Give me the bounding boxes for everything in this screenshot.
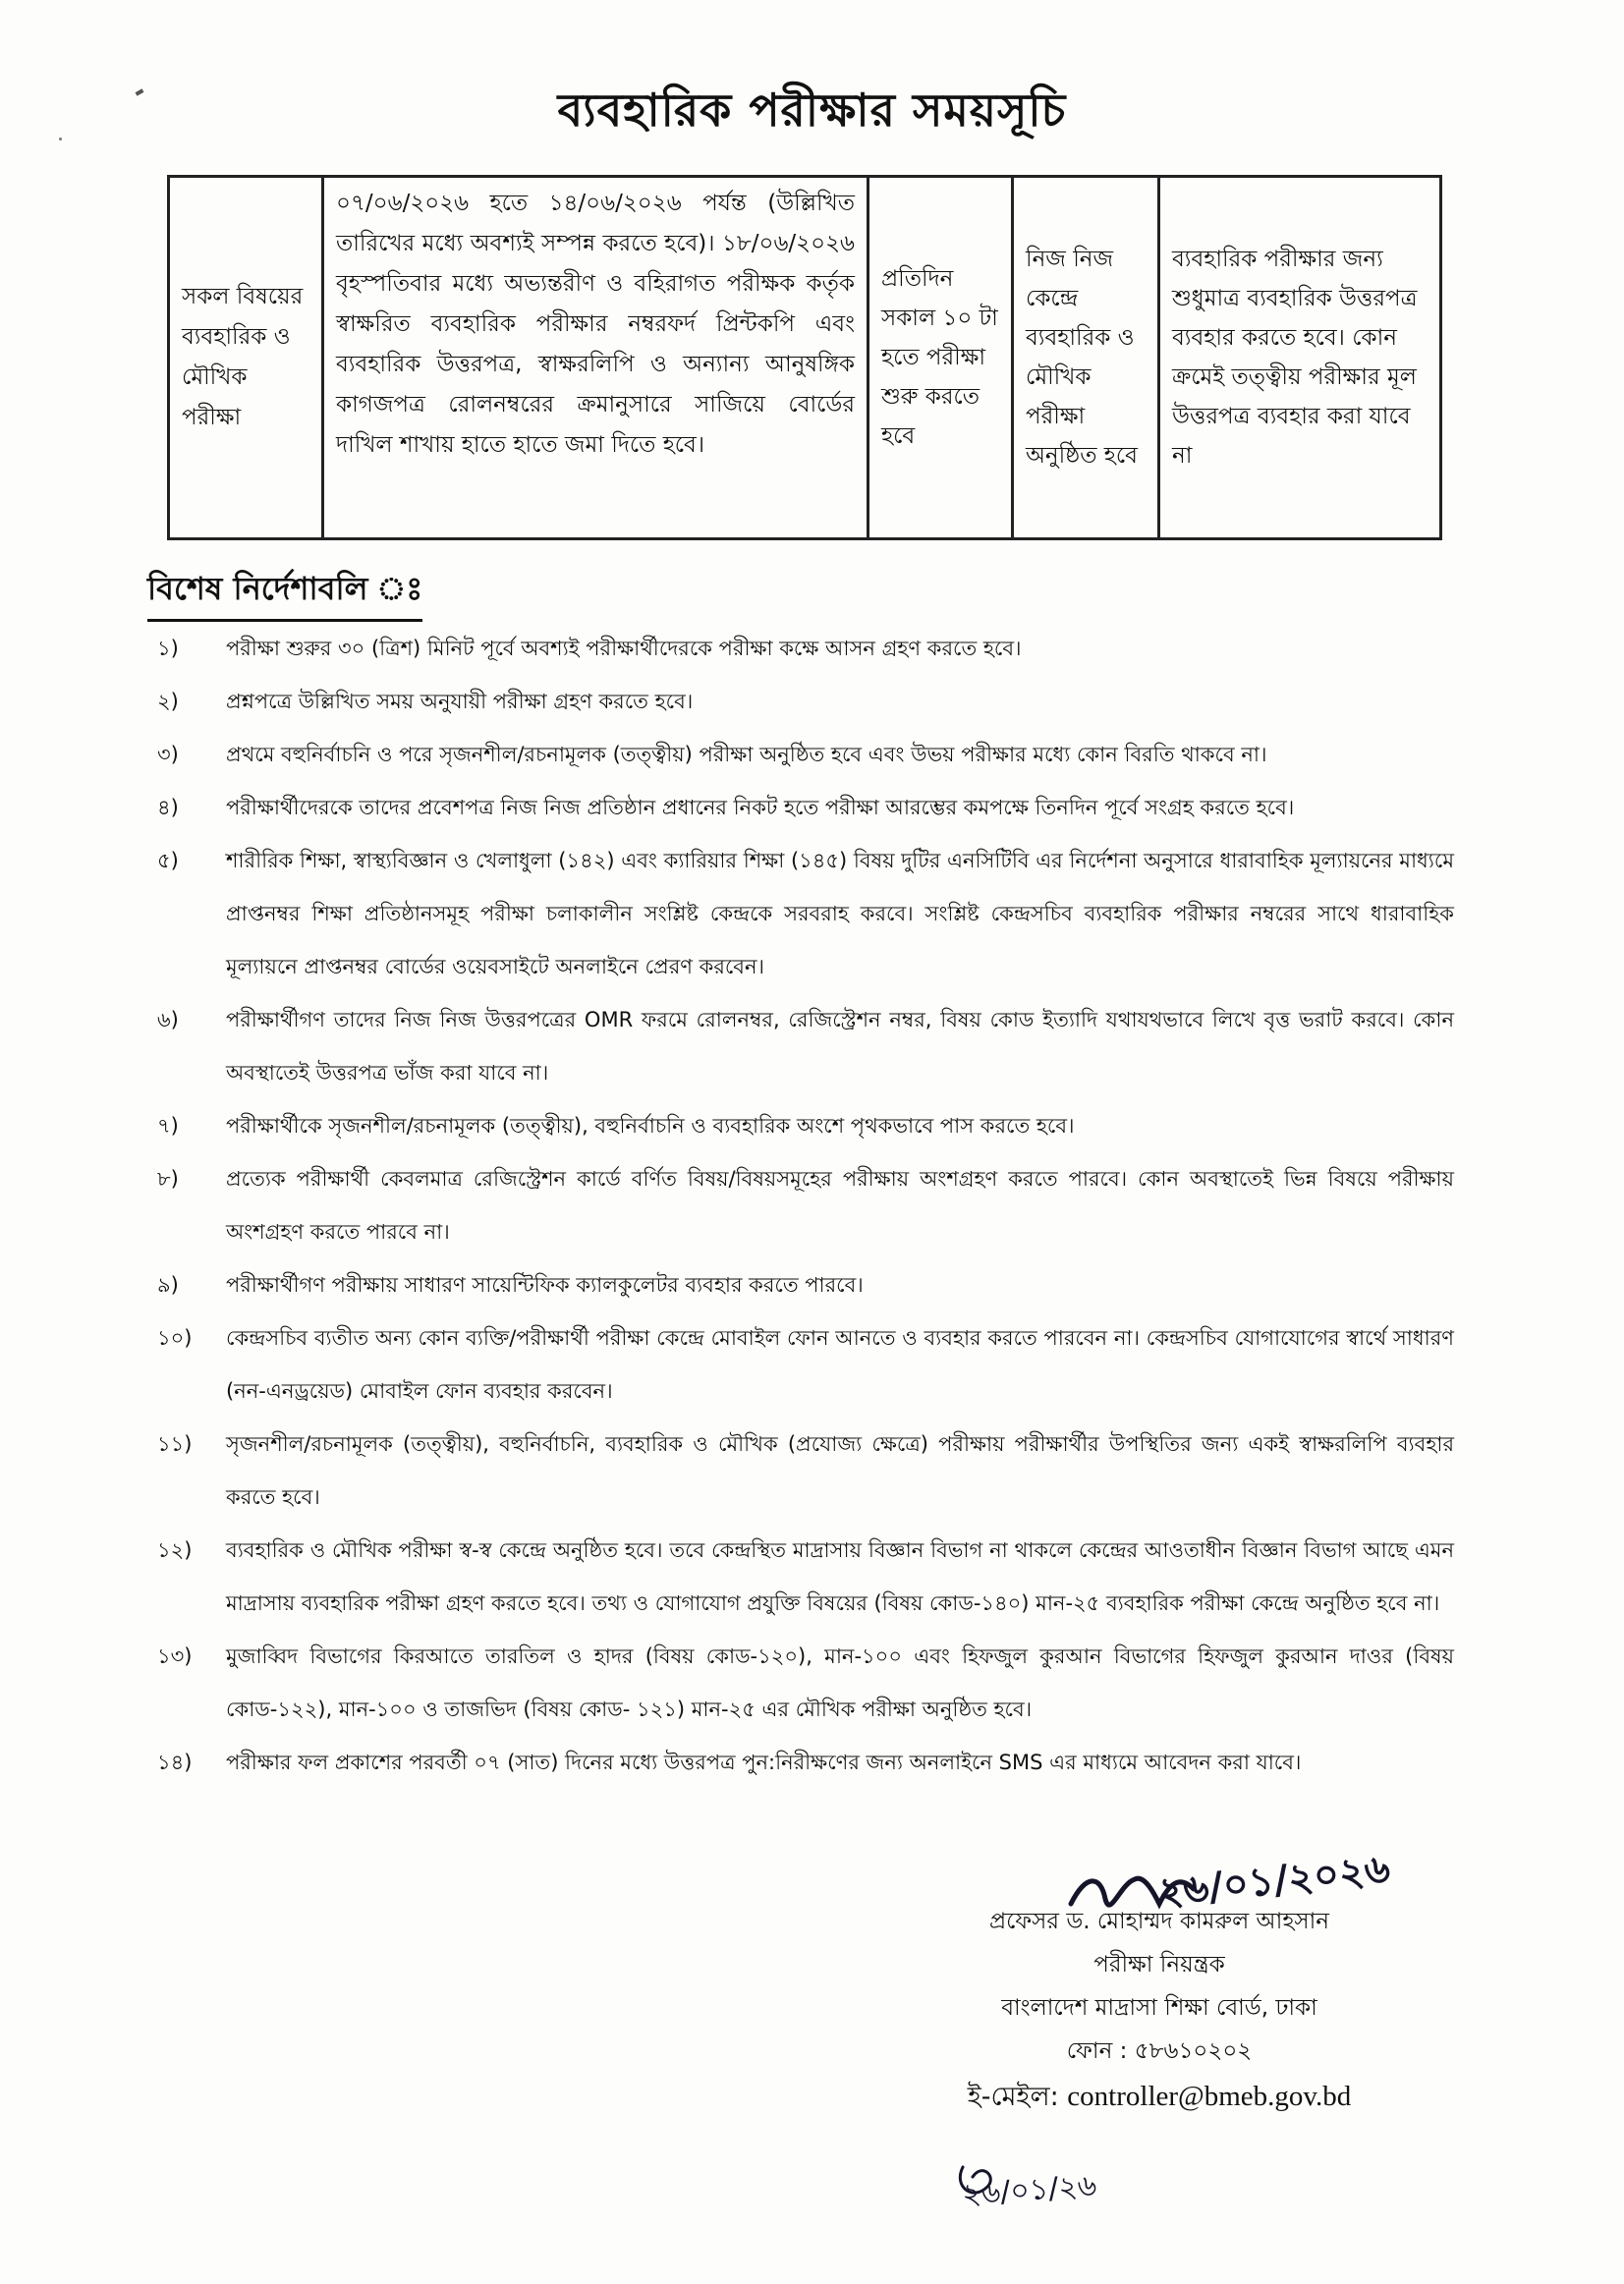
email-line (884, 2073, 1434, 2121)
phone-line (884, 2030, 1434, 2073)
instruction-number: ৮) (157, 1167, 179, 1191)
instruction-text: শারীরিক শিক্ষা, স্বাস্থ্যবিজ্ঞান ও খেলাধুলা (১৪২) এবং ক্যারিয়ার শিক্ষা (১৪৫) বিষয় দুটির এনসিটিবি এর নির্দেশনা অনুসারে ধারাবাহিক মূল্যায়নের মাধ্যমে প্রাপ্তনম্বর শিক্ষা প্রতিষ্ঠানসমূহ পরীক্ষা চলাকালীন সংশ্লিষ্ট কেন্দ্রকে সরবরাহ করবে। সংশ্লিষ্ট কেন্দ্রসচিব ব্যবহারিক পরীক্ষার নম্বরের সাথে ধারাবাহিক মূল্যায়নে প্রাপ্তনম্বর বোর্ডের ওয়েবসাইটে অনলাইনে প্রেরণ করবেন। (226, 849, 1454, 978)
instruction-item (157, 1311, 1454, 1418)
scan-mark (59, 138, 62, 140)
initial-signature (943, 2147, 1179, 2216)
instruction-text: পরীক্ষার্থীগণ পরীক্ষায় সাধারণ সায়েন্টিফিক ক্যালকুলেটর ব্যবহার করতে পারবে। (226, 1273, 864, 1297)
instruction-text: প্রত্যেক পরীক্ষার্থী কেবলমাত্র রেজিস্ট্রেশন কার্ডে বর্ণিত বিষয়/বিষয়সমূহের পরীক্ষায় অংশগ্রহণ করতে পারবে। কোন অবস্থাতেই ভিন্ন বিষয়ে পরীক্ষায় অংশগ্রহণ করতে পারবে না। (226, 1167, 1454, 1244)
instruction-number: ১) (157, 637, 179, 660)
schedule-time-cell: প্রতিদিন সকাল ১০ টা হতে পরীক্ষা শুরু করতে হবে (868, 177, 1013, 539)
instruction-item (157, 1418, 1454, 1524)
instructions-list (157, 622, 1454, 1789)
schedule-row (169, 177, 1441, 539)
instruction-number: ১০) (157, 1326, 193, 1350)
instruction-text: মুজাব্বিদ বিভাগের কিরআতে তারতিল ও হাদর (বিষয় কোড-১২০), মান-১০০ এবং হিফজুল কুরআন বিভাগের হিফজুল কুরআন দাওর (বিষয় কোড-১২২), মান-১০০ ও তাজভিদ (বিষয় কোড- ১২১) মান-২৫ এর মৌখিক পরীক্ষা অনুষ্ঠিত হবে। (226, 1644, 1454, 1721)
signature-date: ২৬/০১/২০২৬ (1155, 1846, 1392, 1916)
instruction-item (157, 1524, 1454, 1630)
instruction-text: প্রথমে বহুনির্বাচনি ও পরে সৃজনশীল/রচনামূলক (তত্ত্বীয়) পরীক্ষা অনুষ্ঠিত হবে এবং উভয় পরীক্ষার মধ্যে কোন বিরতি থাকবে না। (226, 743, 1267, 766)
instruction-number: ১৩) (157, 1644, 193, 1668)
instruction-text: কেন্দ্রসচিব ব্যতীত অন্য কোন ব্যক্তি/পরীক্ষার্থী পরীক্ষা কেন্দ্রে মোবাইল ফোন আনতে ও ব্যবহার করতে পারবেন না। কেন্দ্রসচিব যোগাযোগের স্বার্থে সাধারণ (নন-এনড্রয়েড) মোবাইল ফোন ব্যবহার করবেন। (226, 1326, 1454, 1403)
instruction-number: ২) (157, 690, 179, 713)
instruction-item (157, 1152, 1454, 1258)
instruction-item (157, 1630, 1454, 1736)
instruction-item (157, 675, 1454, 728)
schedule-dates-cell: ০৭/০৬/২০২৬ হতে ১৪/০৬/২০২৬ পর্যন্ত (উল্লিখিত তারিখের মধ্যে অবশ্যই সম্পন্ন করতে হবে)। ১৮/০৬/২০২৬ বৃহস্পতিবার মধ্যে অভ্যন্তরীণ ও বহিরাগত পরীক্ষক কর্তৃক স্বাক্ষরিত ব্যবহারিক পরীক্ষার নম্বরফর্দ প্রিন্টকপি এবং ব্যবহারিক উত্তরপত্র, স্বাক্ষরলিপি ও অন্যান্য আনুষঙ্গিক কাগজপত্র রোলনম্বরের ক্রমানুসারে সাজিয়ে বোর্ডের দাখিল শাখায় হাতে হাতে জমা দিতে হবে। (323, 177, 868, 539)
instruction-number: ৭) (157, 1114, 179, 1138)
instruction-item (157, 834, 1454, 993)
schedule-venue-cell: নিজ নিজ কেন্দ্রে ব্যবহারিক ও মৌখিক পরীক্ষা অনুষ্ঠিত হবে (1013, 177, 1159, 539)
instruction-item (157, 781, 1454, 834)
instruction-number: ৩) (157, 743, 179, 766)
schedule-table (167, 175, 1442, 540)
instruction-number: ১৪) (157, 1751, 193, 1774)
instruction-number: ৫) (157, 849, 179, 872)
instruction-item (157, 622, 1454, 675)
signature-block (884, 1857, 1434, 2121)
signatory-name: প্রফেসর ড. মোহাম্মদ কামরুল আহসান (988, 1909, 1330, 1934)
instruction-text: ব্যবহারিক ও মৌখিক পরীক্ষা স্ব-স্ব কেন্দ্রে অনুষ্ঠিত হবে। তবে কেন্দ্রস্থিত মাদ্রাসায় বিজ্ঞান বিভাগ না থাকলে কেন্দ্রের আওতাধীন বিজ্ঞান বিভাগ আছে এমন মাদ্রাসায় ব্যবহারিক পরীক্ষা গ্রহণ করতে হবে। তথ্য ও যোগাযোগ প্রযুক্তি বিষয়ের (বিষয় কোড-১৪০) মান-২৫ ব্যবহারিক পরীক্ষা কেন্দ্রে অনুষ্ঠিত হবে না। (226, 1538, 1454, 1615)
schedule-subject-cell: সকল বিষয়ের ব্যবহারিক ও মৌখিক পরীক্ষা (169, 177, 323, 539)
instruction-text: পরীক্ষার্থীগণ তাদের নিজ নিজ উত্তরপত্রের OMR ফরমে রোলনম্বর, রেজিস্ট্রেশন নম্বর, বিষয় কোড ইত্যাদি যথাযথভাবে লিখে বৃত্ত ভরাট করবে। কোন অবস্থাতেই উত্তরপত্র ভাঁজ করা যাবে না। (226, 1008, 1454, 1085)
instruction-text: সৃজনশীল/রচনামূলক (তত্ত্বীয়), বহুনির্বাচনি, ব্যবহারিক ও মৌখিক (প্রযোজ্য ক্ষেত্রে) পরীক্ষায় পরীক্ষার্থীর উপস্থিতির জন্য একই স্বাক্ষরলিপি ব্যবহার করতে হবে। (226, 1432, 1454, 1509)
phone-label: ফোন : (1066, 2038, 1128, 2064)
instruction-item (157, 1099, 1454, 1152)
instruction-number: ১২) (157, 1538, 193, 1562)
initial-date: ২৬/০১/২৬ (961, 2168, 1098, 2212)
instruction-text: পরীক্ষার্থীদেরকে তাদের প্রবেশপত্র নিজ নিজ প্রতিষ্ঠান প্রধানের নিকট হতে পরীক্ষা আরম্ভের কমপক্ষে তিনদিন পূর্বে সংগ্রহ করতে হবে। (226, 796, 1295, 819)
email-address: controller@bmeb.gov.bd (1067, 2081, 1352, 2112)
instruction-number: ৪) (157, 796, 179, 819)
instruction-item (157, 1736, 1454, 1789)
instructions-heading: বিশেষ নির্দেশাবলি ঃ (147, 564, 422, 622)
instruction-number: ১১) (157, 1432, 193, 1456)
schedule-note-cell: ব্যবহারিক পরীক্ষার জন্য শুধুমাত্র ব্যবহারিক উত্তরপত্র ব্যবহার করতে হবে। কোন ক্রমেই তত্ত্বীয় পরীক্ষার মূল উত্তরপত্র ব্যবহার করা যাবে না (1159, 177, 1441, 539)
instruction-text: প্রশ্নপত্রে উল্লিখিত সময় অনুযায়ী পরীক্ষা গ্রহণ করতে হবে। (226, 690, 694, 713)
instruction-text: পরীক্ষার্থীকে সৃজনশীল/রচনামূলক (তত্ত্বীয়), বহুনির্বাচনি ও ব্যবহারিক অংশে পৃথকভাবে পাস করতে হবে। (226, 1114, 1075, 1138)
signatory-organization: বাংলাদেশ মাদ্রাসা শিক্ষা বোর্ড, ঢাকা (1001, 1995, 1317, 2021)
page-title: ব্যবহারিক পরীক্ষার সময়সূচি (557, 84, 1067, 137)
instruction-text: পরীক্ষা শুরুর ৩০ (ত্রিশ) মিনিট পূর্বে অবশ্যই পরীক্ষার্থীদেরকে পরীক্ষা কক্ষে আসন গ্রহণ করতে হবে। (226, 637, 1022, 660)
instruction-number: ৯) (157, 1273, 179, 1297)
signatory-designation: পরীক্ষা নিয়ন্ত্রক (1093, 1952, 1225, 1978)
instruction-item (157, 728, 1454, 781)
instruction-text: পরীক্ষার ফল প্রকাশের পরবর্তী ০৭ (সাত) দিনের মধ্যে উত্তরপত্র পুন:নিরীক্ষণের জন্য অনলাইনে SMS এর মাধ্যমে আবেদন করা যাবে। (226, 1751, 1302, 1774)
phone-number: ৫৮৬১০২০২ (1134, 2038, 1253, 2064)
instruction-item (157, 1258, 1454, 1311)
email-label: ই-মেইল: (967, 2082, 1059, 2112)
instruction-number: ৬) (157, 1008, 179, 1031)
instruction-item (157, 993, 1454, 1099)
